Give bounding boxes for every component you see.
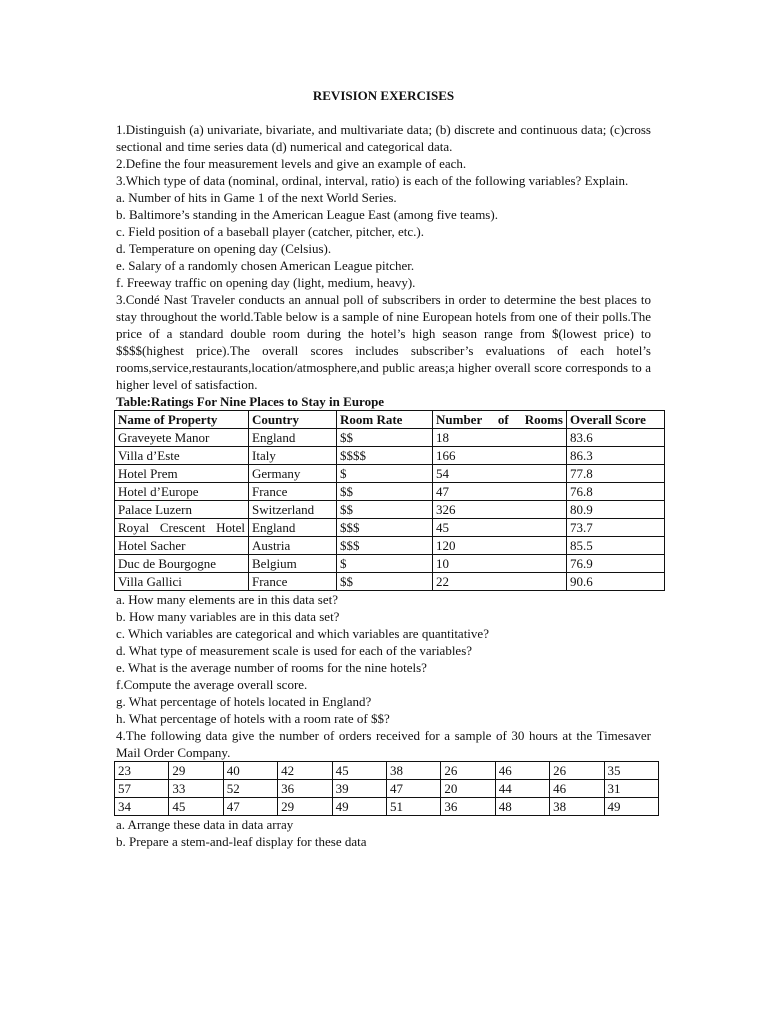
orders-cell: 29	[169, 762, 223, 780]
table-row	[115, 573, 665, 591]
orders-cell: 49	[604, 798, 658, 816]
ratings-table	[114, 410, 665, 591]
question-3b-intro: 3.Condé Nast Traveler conducts an annual poll of subscribers in order to determine the best places to stay throughout the world.Table below is a sample of nine European hotels from one of their polls.The price of a standard double room during the hotel’s high season range from $(lowest price) to $$$$(highest price).The overall scores includes subscriber’s evaluations of each hotel’s rooms,service,restaurants,location/atmosphere,and public areas;a higher overall score corresponds to a higher level of satisfaction.	[116, 292, 651, 392]
cell-name: Hotel Sacher	[115, 537, 249, 555]
cell-country: Switzerland	[249, 501, 337, 519]
cell-room-rate: $	[337, 465, 433, 483]
orders-cell: 36	[441, 798, 495, 816]
cell-name: Villa d’Este	[115, 447, 249, 465]
table-header-row	[115, 411, 665, 429]
cell-rooms: 10	[433, 555, 567, 573]
document-content	[116, 87, 651, 850]
cell-room-rate: $$	[337, 573, 433, 591]
cell-country: England	[249, 519, 337, 537]
question-3-item: e. Salary of a randomly chosen American League pitcher.	[116, 258, 415, 273]
cell-room-rate: $$	[337, 501, 433, 519]
cell-score: 83.6	[567, 429, 665, 447]
table-row	[115, 465, 665, 483]
cell-rooms: 47	[433, 483, 567, 501]
cell-rooms: 45	[433, 519, 567, 537]
header-number-of-rooms: Number of Rooms	[433, 411, 567, 429]
question-3b-item: h. What percentage of hotels with a room rate of $$?	[116, 711, 390, 726]
orders-cell: 33	[169, 780, 223, 798]
cell-name: Graveyete Manor	[115, 429, 249, 447]
table-row	[115, 483, 665, 501]
cell-country: France	[249, 573, 337, 591]
orders-cell: 46	[495, 762, 549, 780]
question-4-item: b. Prepare a stem-and-leaf display for these data	[116, 834, 367, 849]
cell-score: 77.8	[567, 465, 665, 483]
cell-rooms: 22	[433, 573, 567, 591]
question-3b-item: b. How many variables are in this data set?	[116, 609, 340, 624]
orders-cell: 26	[550, 762, 604, 780]
cell-name: Hotel Prem	[115, 465, 249, 483]
orders-cell: 26	[441, 762, 495, 780]
orders-cell: 44	[495, 780, 549, 798]
header-country: Country	[249, 411, 337, 429]
cell-name: Hotel d’Europe	[115, 483, 249, 501]
orders-cell: 39	[332, 780, 386, 798]
orders-cell: 48	[495, 798, 549, 816]
orders-cell: 42	[278, 762, 332, 780]
question-3b-item: f.Compute the average overall score.	[116, 677, 308, 692]
cell-room-rate: $$$$	[337, 447, 433, 465]
question-4-intro: 4.The following data give the number of orders received for a sample of 30 hours at the Timesaver Mail Order Company.	[116, 728, 651, 760]
cell-country: Belgium	[249, 555, 337, 573]
cell-score: 85.5	[567, 537, 665, 555]
cell-country: Germany	[249, 465, 337, 483]
cell-name: Royal Crescent Hotel	[115, 519, 249, 537]
table-row	[115, 501, 665, 519]
question-3b-item: e. What is the average number of rooms for the nine hotels?	[116, 660, 427, 675]
document-title: REVISION EXERCISES	[312, 88, 455, 103]
cell-rooms: 326	[433, 501, 567, 519]
cell-room-rate: $$$	[337, 519, 433, 537]
header-room-rate: Room Rate	[337, 411, 433, 429]
cell-name: Villa Gallici	[115, 573, 249, 591]
orders-cell: 40	[223, 762, 277, 780]
orders-cell: 38	[550, 798, 604, 816]
cell-country: Austria	[249, 537, 337, 555]
question-3b-item: d. What type of measurement scale is used for each of the variables?	[116, 643, 473, 658]
orders-cell: 20	[441, 780, 495, 798]
orders-row	[115, 780, 659, 798]
orders-cell: 29	[278, 798, 332, 816]
question-3-item: c. Field position of a baseball player (catcher, pitcher, etc.).	[116, 224, 424, 239]
question-3b-item: c. Which variables are categorical and which variables are quantitative?	[116, 626, 489, 641]
orders-cell: 47	[386, 780, 440, 798]
cell-country: France	[249, 483, 337, 501]
question-4-item: a. Arrange these data in data array	[116, 817, 294, 832]
table-row	[115, 447, 665, 465]
question-3b-item: g. What percentage of hotels located in England?	[116, 694, 372, 709]
cell-room-rate: $$	[337, 483, 433, 501]
orders-cell: 31	[604, 780, 658, 798]
table-row	[115, 429, 665, 447]
question-3-item: f. Freeway traffic on opening day (light, medium, heavy).	[116, 275, 416, 290]
question-2: 2.Define the four measurement levels and give an example of each.	[116, 156, 467, 171]
table-row	[115, 519, 665, 537]
question-3-item: a. Number of hits in Game 1 of the next World Series.	[116, 190, 397, 205]
orders-cell: 52	[223, 780, 277, 798]
cell-country: Italy	[249, 447, 337, 465]
cell-score: 76.9	[567, 555, 665, 573]
orders-table	[114, 761, 659, 816]
orders-cell: 46	[550, 780, 604, 798]
cell-room-rate: $$	[337, 429, 433, 447]
cell-country: England	[249, 429, 337, 447]
orders-cell: 45	[332, 762, 386, 780]
table-row	[115, 555, 665, 573]
orders-cell: 57	[115, 780, 169, 798]
cell-room-rate: $$$	[337, 537, 433, 555]
cell-rooms: 18	[433, 429, 567, 447]
orders-cell: 47	[223, 798, 277, 816]
orders-cell: 49	[332, 798, 386, 816]
header-overall-score: Overall Score	[567, 411, 665, 429]
orders-cell: 35	[604, 762, 658, 780]
cell-score: 90.6	[567, 573, 665, 591]
cell-rooms: 54	[433, 465, 567, 483]
question-3-intro: 3.Which type of data (nominal, ordinal, interval, ratio) is each of the following variables? Explain.	[116, 173, 629, 188]
question-3b-item: a. How many elements are in this data set?	[116, 592, 339, 607]
cell-score: 73.7	[567, 519, 665, 537]
question-3-item: b. Baltimore’s standing in the American League East (among five teams).	[116, 207, 498, 222]
cell-name: Palace Luzern	[115, 501, 249, 519]
orders-cell: 38	[386, 762, 440, 780]
orders-cell: 23	[115, 762, 169, 780]
cell-rooms: 166	[433, 447, 567, 465]
cell-score: 76.8	[567, 483, 665, 501]
cell-rooms: 120	[433, 537, 567, 555]
header-name-of-property: Name of Property	[115, 411, 249, 429]
table-row	[115, 537, 665, 555]
cell-score: 86.3	[567, 447, 665, 465]
cell-room-rate: $	[337, 555, 433, 573]
table-caption: Table:Ratings For Nine Places to Stay in Europe	[116, 394, 385, 409]
question-1: 1.Distinguish (a) univariate, bivariate, and multivariate data; (b) discrete and continuous data; (c)cross sectional and time series data (d) numerical and categorical data.	[116, 122, 651, 154]
orders-row	[115, 798, 659, 816]
question-3-item: d. Temperature on opening day (Celsius).	[116, 241, 332, 256]
orders-row	[115, 762, 659, 780]
orders-cell: 51	[386, 798, 440, 816]
orders-cell: 36	[278, 780, 332, 798]
cell-score: 80.9	[567, 501, 665, 519]
orders-cell: 45	[169, 798, 223, 816]
cell-name: Duc de Bourgogne	[115, 555, 249, 573]
orders-cell: 34	[115, 798, 169, 816]
